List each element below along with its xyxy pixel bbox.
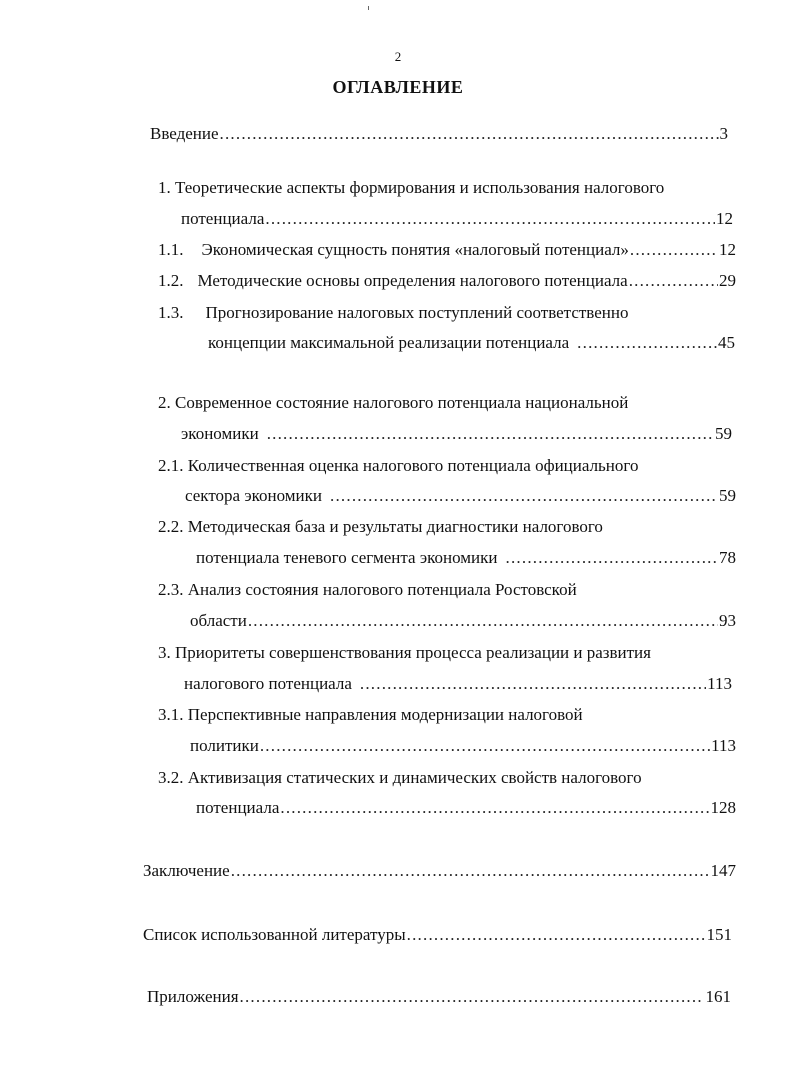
toc-page: 113 <box>707 674 732 693</box>
toc-page: 3 <box>719 124 728 143</box>
toc-leader <box>248 611 718 631</box>
toc-page: 12 <box>719 240 736 259</box>
toc-leader <box>267 424 714 444</box>
toc-page: 147 <box>710 861 736 880</box>
toc-page: 59 <box>715 424 732 443</box>
toc-leader <box>330 486 718 506</box>
toc-entry-chapter-1[interactable] <box>181 209 733 229</box>
toc-entry-references[interactable] <box>143 925 732 945</box>
toc-leader <box>577 333 717 353</box>
toc-leader <box>280 798 709 818</box>
toc-entry-2-2[interactable] <box>196 548 736 568</box>
toc-leader <box>360 674 706 694</box>
toc-label: Приложения <box>147 987 239 1006</box>
toc-entry-3-1[interactable] <box>190 736 736 756</box>
toc-entry-3-2-line1[interactable]: 3.2. Активизация статических и динамических свойств налогового <box>158 768 642 787</box>
toc-entry-2-2-line1[interactable]: 2.2. Методическая база и результаты диагностики налогового <box>158 517 603 536</box>
toc-leader <box>260 736 710 756</box>
toc-page: 151 <box>706 925 732 944</box>
toc-label: потенциала теневого сегмента экономики <box>196 548 498 567</box>
toc-label: потенциала <box>181 209 265 228</box>
toc-entry-chapter-2[interactable] <box>181 424 732 444</box>
toc-label: Список использованной литературы <box>143 925 406 944</box>
scan-mark <box>368 6 369 10</box>
toc-label: концепции максимальной реализации потенциала <box>208 333 570 352</box>
toc-page: 45 <box>718 333 735 352</box>
toc-chapter-3-title[interactable]: 3. Приоритеты совершенствования процесса реализации и развития <box>158 643 651 662</box>
toc-chapter-1-title[interactable]: 1. Теоретические аспекты формирования и использования налогового <box>158 178 665 197</box>
toc-entry-intro[interactable] <box>150 124 728 144</box>
toc-page: 78 <box>719 548 736 567</box>
toc-leader <box>231 861 710 881</box>
page-title: ОГЛАВЛЕНИЕ <box>332 77 464 97</box>
toc-page: 161 <box>705 987 731 1006</box>
toc-entry-1-1[interactable] <box>158 240 736 260</box>
toc-entry-appendices[interactable] <box>147 987 731 1007</box>
toc-entry-2-3[interactable] <box>190 611 736 631</box>
toc-section-number: 1.1. <box>158 240 184 259</box>
toc-label: Экономическая сущность понятия «налоговый потенциал» <box>201 240 629 259</box>
toc-entry-2-1[interactable] <box>185 486 736 506</box>
toc-page: 93 <box>719 611 736 630</box>
toc-leader <box>407 925 706 945</box>
toc-label: потенциала <box>196 798 280 817</box>
toc-page: 59 <box>719 486 736 505</box>
toc-page: 29 <box>719 271 736 290</box>
toc-label: Методические основы определения налогового потенциала <box>197 271 628 290</box>
toc-entry-1-3[interactable] <box>208 333 735 353</box>
toc-entry-chapter-3[interactable] <box>184 674 732 694</box>
toc-label: сектора экономики <box>185 486 323 505</box>
toc-label: Прогнозирование налоговых поступлений соответственно <box>205 303 629 322</box>
toc-label: Введение <box>150 124 219 143</box>
page-number: 2 <box>394 49 402 64</box>
toc-entry-3-1-line1[interactable]: 3.1. Перспективные направления модернизации налоговой <box>158 705 583 724</box>
toc-entry-3-2[interactable] <box>196 798 736 818</box>
toc-page: 12 <box>716 209 733 228</box>
toc-page: 113 <box>711 736 736 755</box>
toc-leader <box>240 987 701 1007</box>
toc-entry-1-2[interactable] <box>158 271 736 291</box>
toc-label: области <box>190 611 247 630</box>
toc-label: Заключение <box>143 861 230 880</box>
toc-leader <box>630 240 718 260</box>
toc-leader <box>629 271 718 291</box>
toc-entry-1-3-line1[interactable] <box>158 303 628 323</box>
toc-entry-conclusion[interactable] <box>143 861 736 881</box>
toc-section-number: 1.3. <box>158 303 184 322</box>
toc-page: 128 <box>710 798 736 817</box>
toc-section-number: 1.2. <box>158 271 184 290</box>
toc-label: налогового потенциала <box>184 674 352 693</box>
toc-entry-2-3-line1[interactable]: 2.3. Анализ состояния налогового потенциала Ростовской <box>158 580 577 599</box>
toc-chapter-2-title[interactable]: 2. Современное состояние налогового потенциала национальной <box>158 393 629 412</box>
toc-leader <box>506 548 718 568</box>
toc-label: политики <box>190 736 259 755</box>
toc-leader <box>265 209 715 229</box>
toc-entry-2-1-line1[interactable]: 2.1. Количественная оценка налогового потенциала официального <box>158 456 639 475</box>
toc-leader <box>220 124 719 144</box>
toc-label: экономики <box>181 424 259 443</box>
